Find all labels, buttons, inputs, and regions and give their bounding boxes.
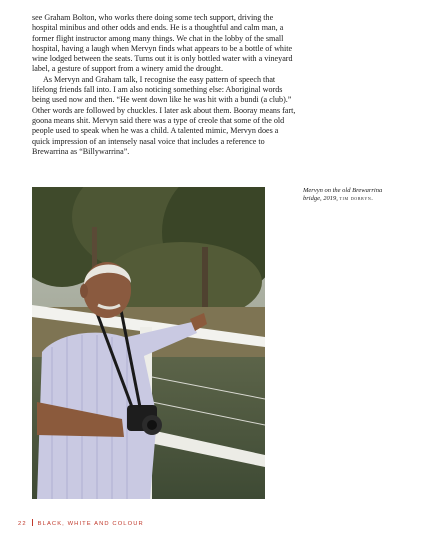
article-body — [32, 13, 297, 157]
photo-credit: tim dobbyn. — [339, 195, 374, 203]
footer-divider — [32, 519, 33, 526]
paragraph-1: see Graham Bolton, who works there doing some tech support, driving the hospital minibus and other odds and ends. He is a thoughtful and calm man, a former flight instructor among many things. We chat in the lobby of the small hospital, having a laugh when Mervyn finds what appears to be a bottle of white wine lodged between the seats. Turns out it is only bottled water with a vineyard label, a gesture of support from a winery amid the drought. — [32, 13, 293, 74]
page-number: 22 — [18, 521, 27, 527]
photo-caption — [303, 187, 399, 204]
caption-text: Mervyn on the old Brewarrina bridge, 2019, — [303, 187, 383, 203]
page-footer — [18, 519, 144, 529]
photo-mervyn-on-bridge — [32, 187, 265, 499]
running-title: BLACK, WHITE AND COLOUR — [37, 521, 144, 527]
photo-illustration — [32, 187, 265, 499]
paragraph-2: As Mervyn and Graham talk, I recognise the easy pattern of speech that lifelong friends fall into. I am also noticing something else: Aboriginal words being used now and then. “He went down like he was hit with a bundi (a club).” Other words are followed by chuckles. I later ask about them. Booray means fart, goona means shit. Mervyn said there was a type of creole that some of the old people used to speak when he was a child. A talented mimic, Mervyn does a quick impression of an intensely nasal voice that includes a reference to Brewarrina as “Billywarrina”. — [32, 74, 296, 156]
